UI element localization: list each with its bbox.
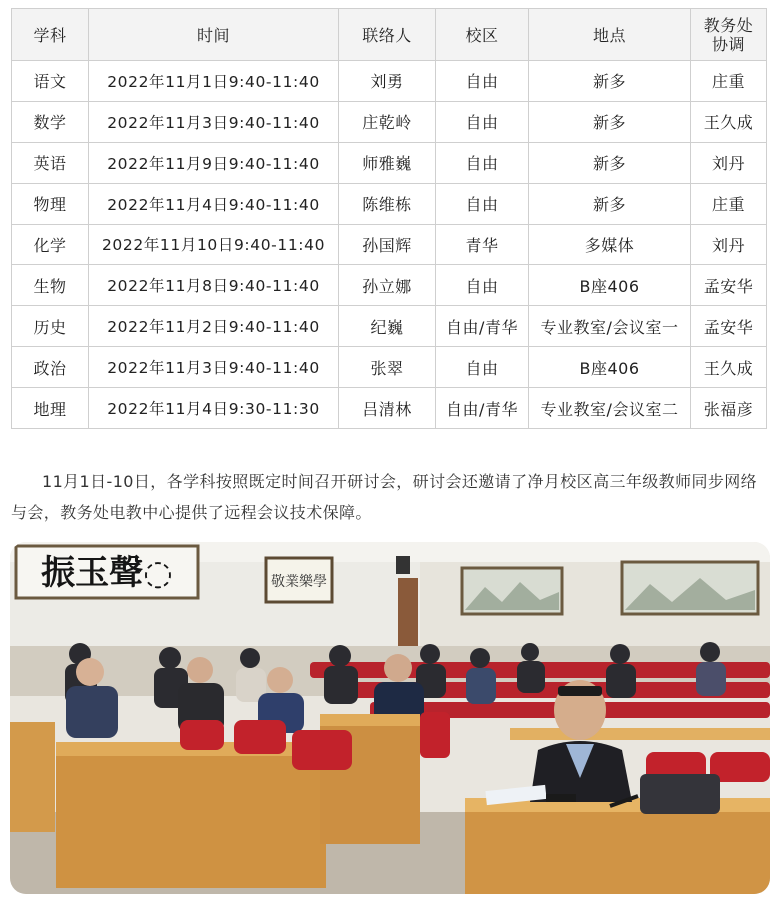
table-row bbox=[12, 142, 767, 183]
cell-subject: 语文 bbox=[12, 61, 89, 102]
cell-coordinator: 张福彦 bbox=[691, 388, 767, 429]
header-subject: 学科 bbox=[12, 9, 89, 61]
cell-time: 2022年11月3日9:40-11:40 bbox=[89, 101, 339, 142]
header-location: 地点 bbox=[529, 9, 691, 61]
cell-coordinator: 孟安华 bbox=[691, 306, 767, 347]
cell-contact: 刘勇 bbox=[339, 61, 436, 102]
cell-contact: 孙立娜 bbox=[339, 265, 436, 306]
cell-time: 2022年11月4日9:30-11:30 bbox=[89, 388, 339, 429]
cell-location: 新多 bbox=[529, 142, 691, 183]
cell-campus: 自由 bbox=[436, 61, 529, 102]
cell-coordinator: 孟安华 bbox=[691, 265, 767, 306]
table-row bbox=[12, 306, 767, 347]
cell-campus: 青华 bbox=[436, 224, 529, 265]
cell-campus: 自由/青华 bbox=[436, 388, 529, 429]
cell-contact: 纪巍 bbox=[339, 306, 436, 347]
cell-campus: 自由 bbox=[436, 347, 529, 388]
header-coordinator-line1: 教务处 bbox=[703, 15, 754, 35]
cell-subject: 历史 bbox=[12, 306, 89, 347]
cell-contact: 陈维栋 bbox=[339, 183, 436, 224]
cell-location: 新多 bbox=[529, 101, 691, 142]
header-contact: 联络人 bbox=[339, 9, 436, 61]
cell-coordinator: 王久成 bbox=[691, 347, 767, 388]
cell-subject: 政治 bbox=[12, 347, 89, 388]
cell-coordinator: 庄重 bbox=[691, 61, 767, 102]
cell-time: 2022年11月9日9:40-11:40 bbox=[89, 142, 339, 183]
cell-location: 新多 bbox=[529, 183, 691, 224]
cell-coordinator: 刘丹 bbox=[691, 224, 767, 265]
cell-campus: 自由 bbox=[436, 183, 529, 224]
cell-subject: 生物 bbox=[12, 265, 89, 306]
table-row bbox=[12, 101, 767, 142]
cell-coordinator: 庄重 bbox=[691, 183, 767, 224]
cell-location: B座406 bbox=[529, 347, 691, 388]
cell-coordinator: 王久成 bbox=[691, 101, 767, 142]
table-row bbox=[12, 388, 767, 429]
small-plaque-text: 敬業樂學 bbox=[271, 574, 327, 590]
cell-time: 2022年11月4日9:40-11:40 bbox=[89, 183, 339, 224]
header-campus: 校区 bbox=[436, 9, 529, 61]
cell-time: 2022年11月3日9:40-11:40 bbox=[89, 347, 339, 388]
cell-campus: 自由 bbox=[436, 142, 529, 183]
table-row bbox=[12, 224, 767, 265]
header-coordinator bbox=[691, 9, 767, 61]
schedule-table bbox=[11, 8, 767, 429]
table-header-row bbox=[12, 9, 767, 61]
cell-time: 2022年11月8日9:40-11:40 bbox=[89, 265, 339, 306]
cell-campus: 自由 bbox=[436, 265, 529, 306]
cell-coordinator: 刘丹 bbox=[691, 142, 767, 183]
cell-subject: 数学 bbox=[12, 101, 89, 142]
cell-subject: 地理 bbox=[12, 388, 89, 429]
header-coordinator-line2: 协调 bbox=[711, 34, 745, 54]
cell-location: 专业教室/会议室二 bbox=[529, 388, 691, 429]
cell-contact: 师雅巍 bbox=[339, 142, 436, 183]
cell-campus: 自由 bbox=[436, 101, 529, 142]
header-time: 时间 bbox=[89, 9, 339, 61]
cell-contact: 庄乾岭 bbox=[339, 101, 436, 142]
cell-subject: 英语 bbox=[12, 142, 89, 183]
summary-paragraph: 11月1日-10日，各学科按照既定时间召开研讨会，研讨会还邀请了净月校区高三年级教师同步网络与会，教务处电教中心提供了远程会议技术保障。 bbox=[11, 472, 758, 522]
table-row bbox=[12, 61, 767, 102]
meeting-photo-illustration bbox=[10, 542, 770, 894]
meeting-photo bbox=[10, 542, 770, 894]
cell-time: 2022年11月10日9:40-11:40 bbox=[89, 224, 339, 265]
cell-contact: 张翠 bbox=[339, 347, 436, 388]
cell-contact: 孙国辉 bbox=[339, 224, 436, 265]
calligraphy-text: 振玉聲◌ bbox=[41, 553, 173, 593]
cell-contact: 吕清林 bbox=[339, 388, 436, 429]
cell-subject: 物理 bbox=[12, 183, 89, 224]
cell-location: B座406 bbox=[529, 265, 691, 306]
cell-subject: 化学 bbox=[12, 224, 89, 265]
cell-time: 2022年11月2日9:40-11:40 bbox=[89, 306, 339, 347]
cell-campus: 自由/青华 bbox=[436, 306, 529, 347]
table-row bbox=[12, 183, 767, 224]
table-row bbox=[12, 347, 767, 388]
cell-location: 专业教室/会议室一 bbox=[529, 306, 691, 347]
cell-location: 多媒体 bbox=[529, 224, 691, 265]
cell-time: 2022年11月1日9:40-11:40 bbox=[89, 61, 339, 102]
cell-location: 新多 bbox=[529, 61, 691, 102]
table-row bbox=[12, 265, 767, 306]
